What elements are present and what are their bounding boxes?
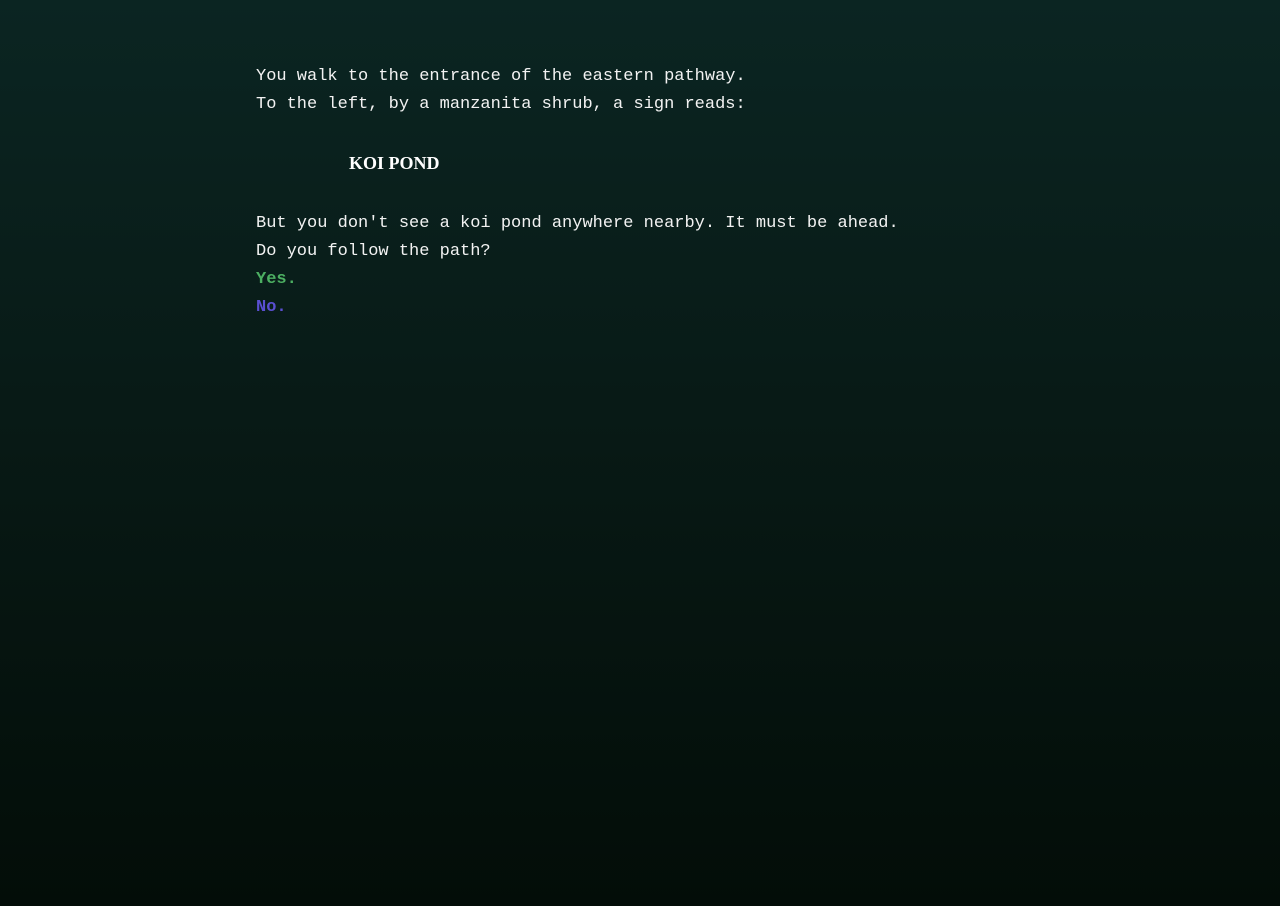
story-line-sign-intro: To the left, by a manzanita shrub, a sign reads: — [256, 95, 746, 114]
sign-text: KOI POND — [349, 153, 440, 173]
spacer — [256, 178, 1056, 210]
story-panel — [256, 63, 1056, 322]
choice-yes-link[interactable]: Yes. — [256, 270, 297, 289]
choice-no-link[interactable]: No. — [256, 298, 287, 317]
story-line-no-pond: But you don't see a koi pond anywhere nearby. It must be ahead. — [256, 214, 899, 233]
story-question: Do you follow the path? — [256, 242, 491, 261]
story-line-entrance: You walk to the entrance of the eastern pathway. — [256, 67, 746, 86]
